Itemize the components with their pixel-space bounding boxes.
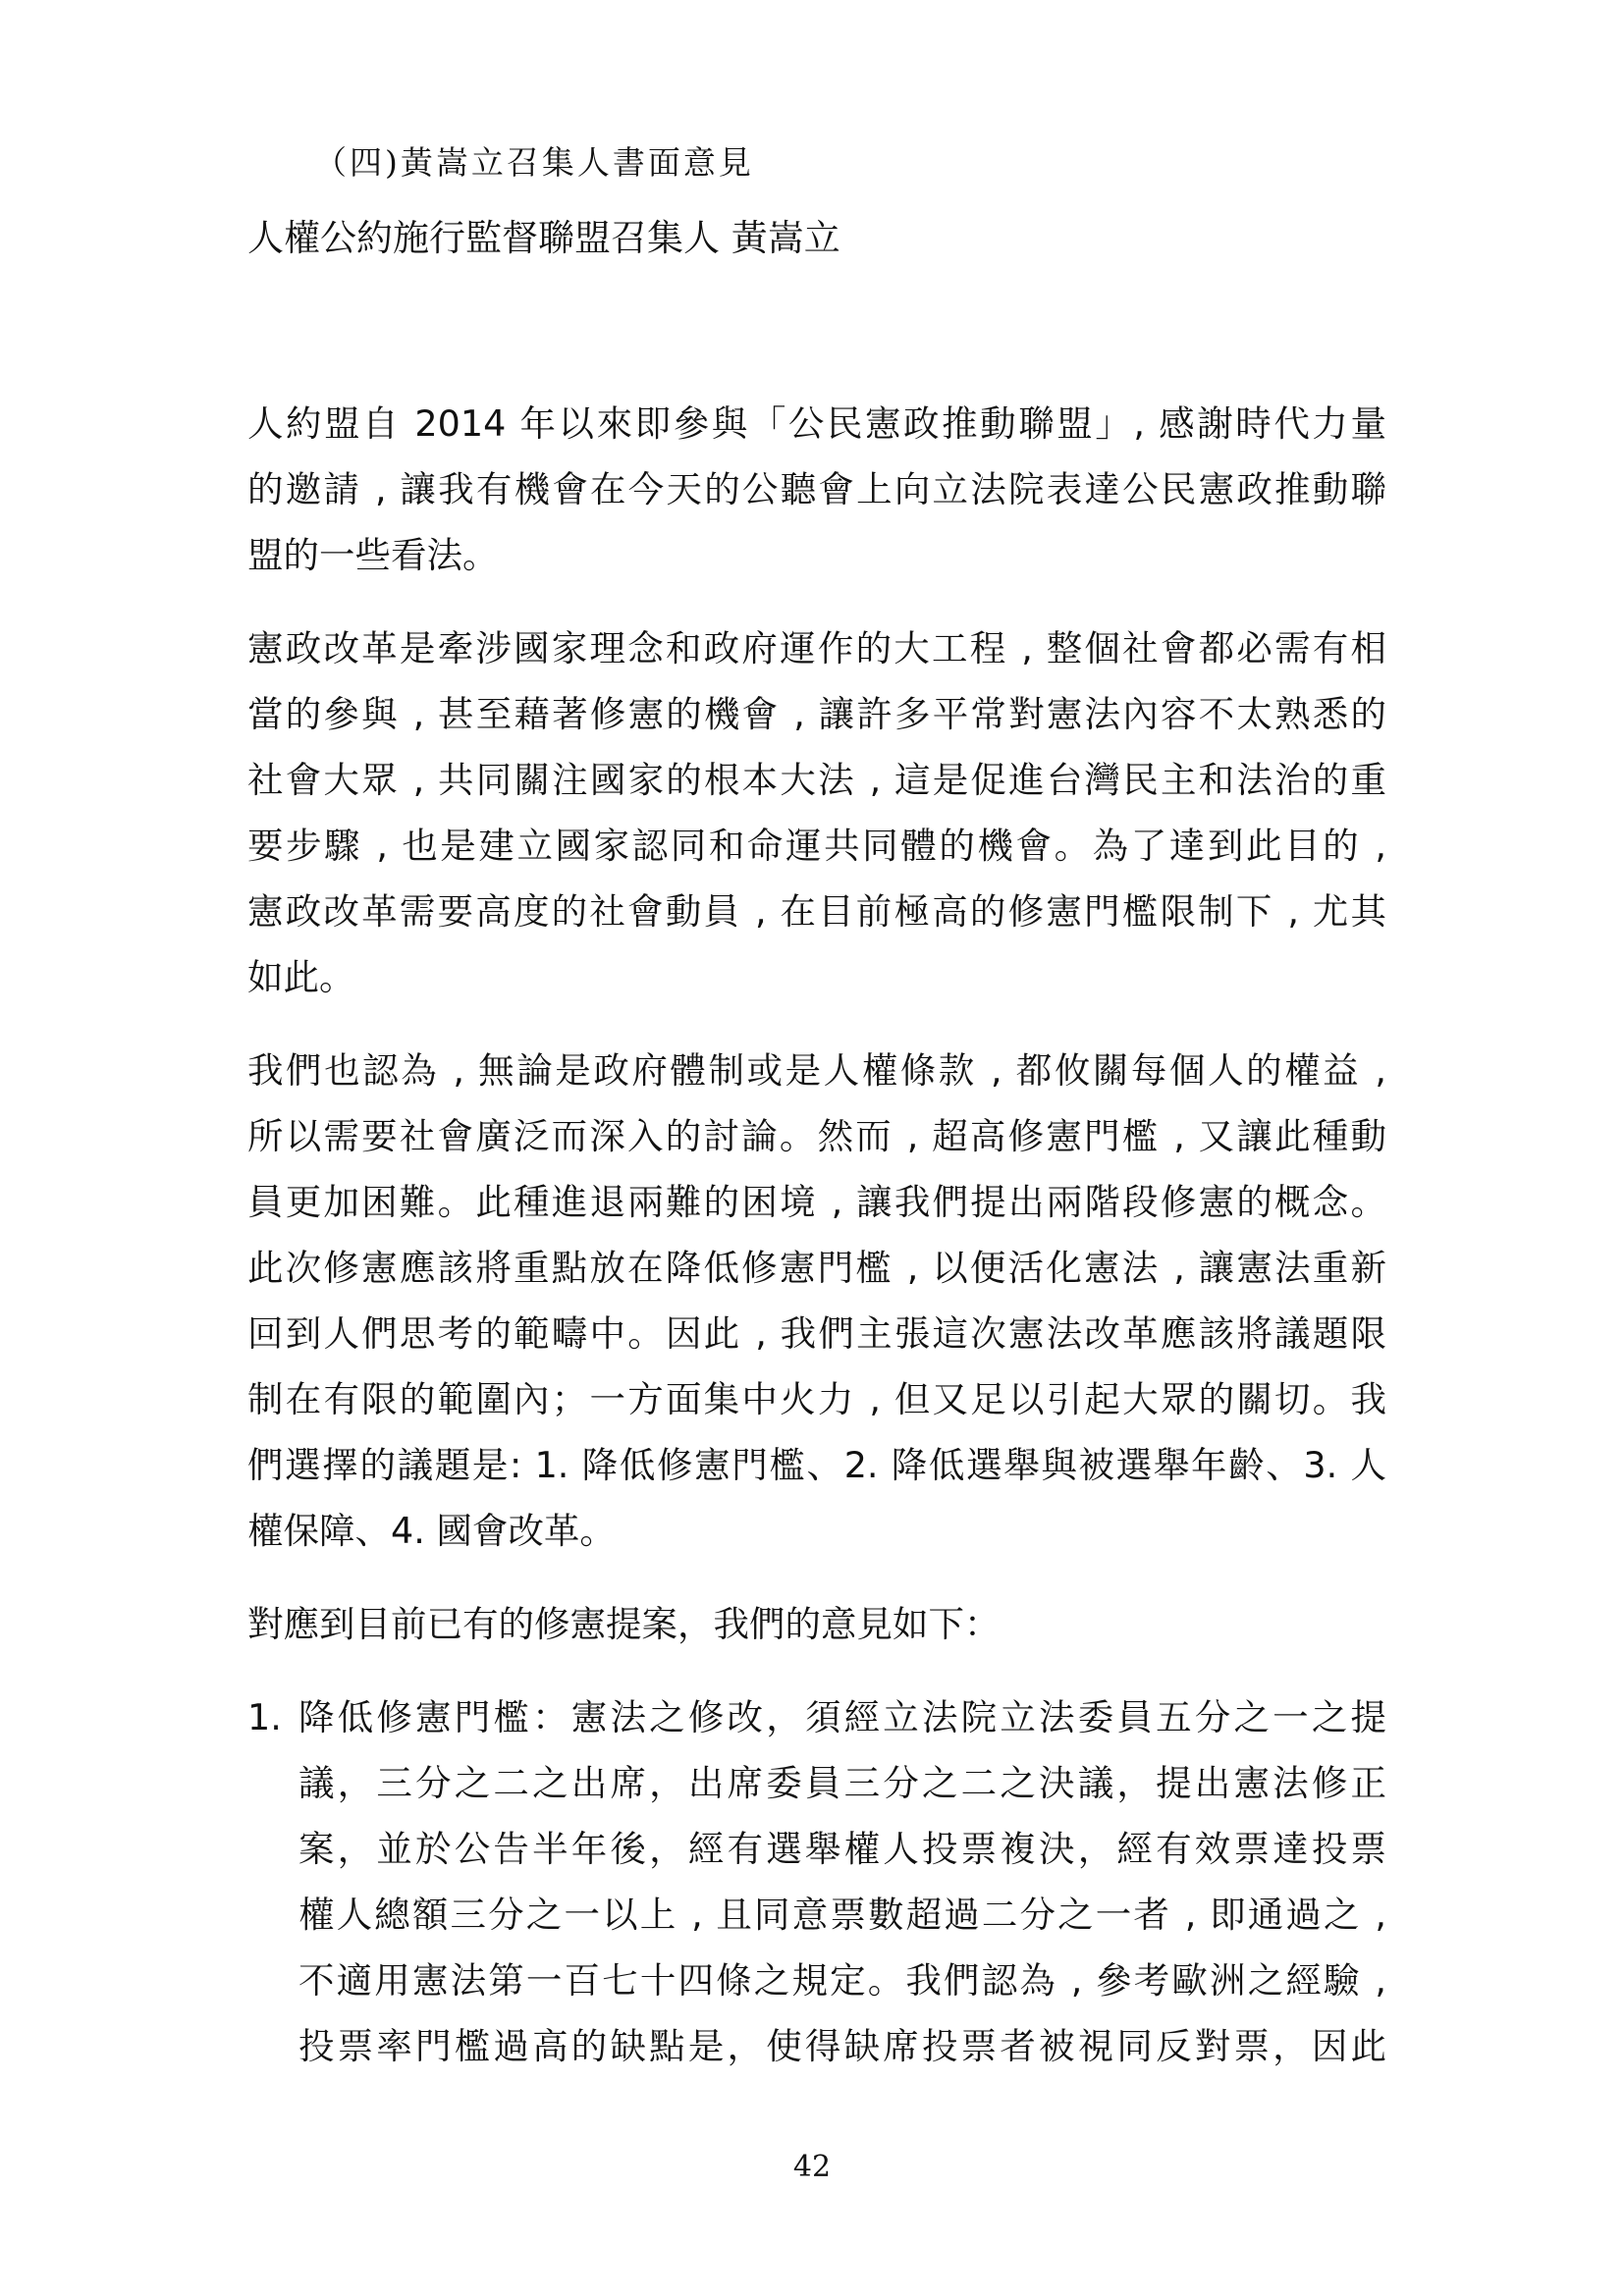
text-line: 對應到目前已有的修憲提案，我們的意見如下： [247, 1603, 1001, 1645]
list-marker: 1. [247, 1696, 282, 1738]
text-line: 憲政改革是牽涉國家理念和政府運作的大工程 , 整個社會都必需有相 [247, 627, 1386, 669]
page-number: 42 [792, 2150, 832, 2184]
text-line: 所以需要社會廣泛而深入的討論。然而 , 超高修憲門檻 , 又讓此種動 [247, 1115, 1386, 1157]
text-line: 制在有限的範圍內；一方面集中火力 , 但又足以引起大眾的關切。我 [247, 1378, 1386, 1420]
text-line: 盟的一些看法。 [247, 534, 499, 576]
list-item-lower-threshold [247, 1684, 1386, 2079]
text-line: 如此。 [247, 956, 355, 998]
text-line: 不適用憲法第一百七十四條之規定。我們認為 , 參考歐洲之經驗 , [298, 1959, 1386, 2002]
text-line: 當的參與 , 甚至藉著修憲的機會 , 讓許多平常對憲法內容不太熟悉的 [247, 693, 1386, 735]
author-line: 人權公約施行監督聯盟召集人 黃嵩立 [247, 217, 840, 259]
list-body [247, 1684, 1386, 2079]
text-line: 投票率門檻過高的缺點是，使得缺席投票者被視同反對票，因此 [298, 2025, 1386, 2067]
text-line: 此次修憲應該將重點放在降低修憲門檻 , 以便活化憲法 , 讓憲法重新 [247, 1247, 1386, 1289]
text-line: 社會大眾 , 共同關注國家的根本大法 , 這是促進台灣民主和法治的重 [247, 759, 1386, 801]
text-line: 議，三分之二之出席，出席委員三分之二之決議，提出憲法修正 [298, 1762, 1386, 1804]
paragraph-intro [247, 391, 1386, 588]
text-line: 權人總額三分之一以上 , 且同意票數超過二分之一者 , 即通過之 , [298, 1894, 1386, 1936]
text-line: 案，並於公告半年後，經有選舉權人投票複決，經有效票達投票 [298, 1828, 1386, 1870]
text-line: 員更加困難。此種進退兩難的困境 , 讓我們提出兩階段修憲的概念。 [247, 1181, 1386, 1223]
text-line: 權保障、4. 國會改革。 [247, 1510, 616, 1552]
text-line: 回到人們思考的範疇中。因此 , 我們主張這次憲法改革應該將議題限 [247, 1312, 1386, 1355]
text-line: 憲政改革需要高度的社會動員 , 在目前極高的修憲門檻限制下 , 尤其 [247, 890, 1386, 933]
text-line: 的邀請 , 讓我有機會在今天的公聽會上向立法院表達公民憲政推動聯 [247, 468, 1386, 510]
paragraph-opinions-intro [247, 1591, 1386, 1657]
text-line: 人約盟自 2014 年以來即參與「公民憲政推動聯盟」, 感謝時代力量 [247, 402, 1386, 445]
paragraph-reform [247, 615, 1386, 1010]
paragraph-two-stage [247, 1038, 1386, 1564]
section-heading: （四)黃嵩立召集人書面意見 [314, 143, 754, 182]
text-line: 要步驟 , 也是建立國家認同和命運共同體的機會。為了達到此目的 , [247, 825, 1386, 867]
text-line: 我們也認為 , 無論是政府體制或是人權條款 , 都攸關每個人的權益 , [247, 1049, 1386, 1092]
body-text [247, 391, 1386, 2079]
text-line: 們選擇的議題是: 1. 降低修憲門檻、2. 降低選舉與被選舉年齡、3. 人 [247, 1444, 1386, 1486]
text-line: 降低修憲門檻：憲法之修改，須經立法院立法委員五分之一之提 [298, 1696, 1386, 1738]
